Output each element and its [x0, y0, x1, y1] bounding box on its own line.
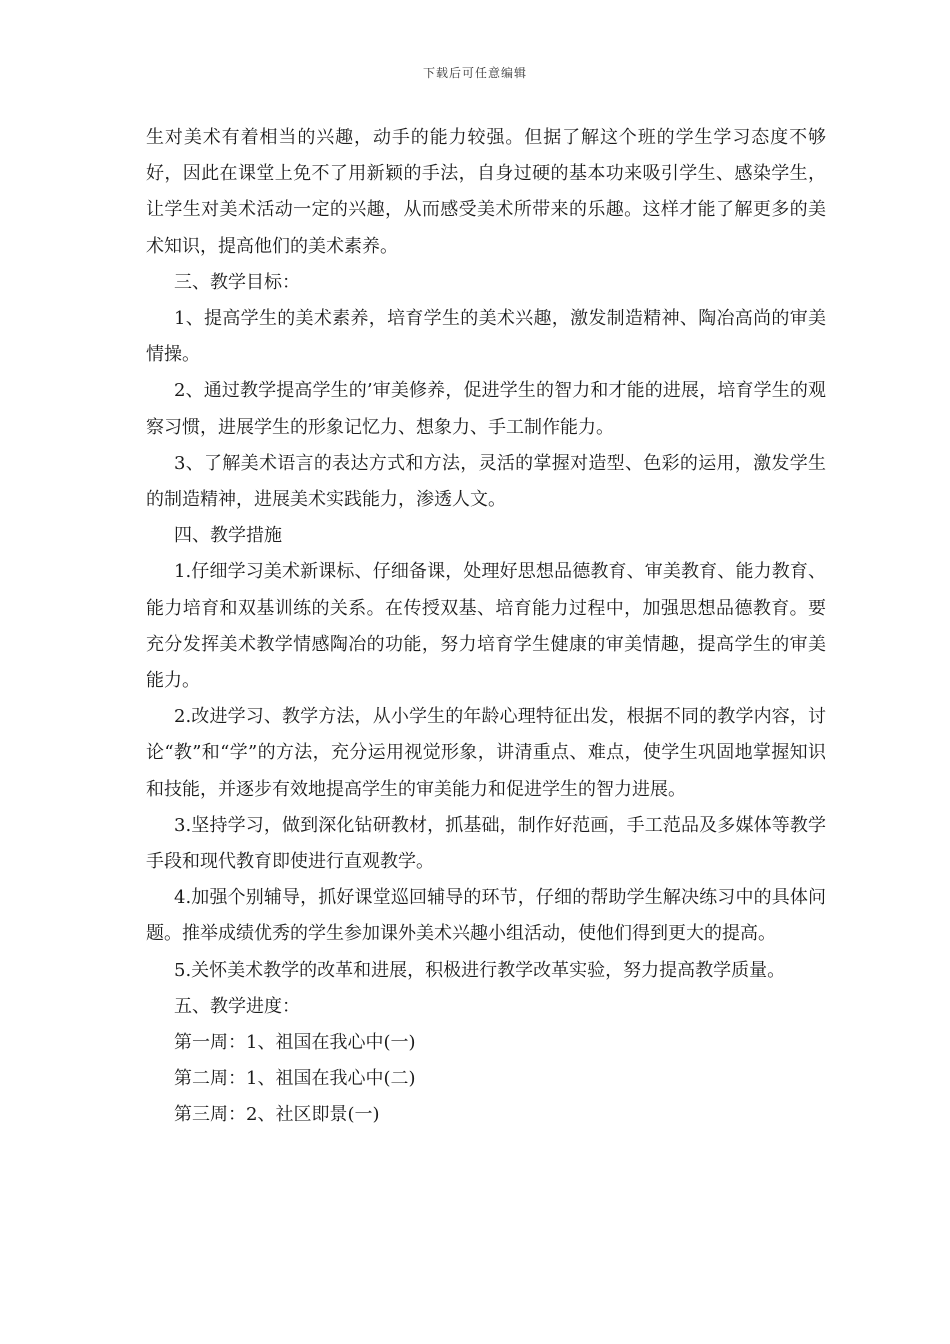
goal-item-2: 2、通过教学提高学生的’审美修养，促进学生的智力和才能的进展，培育学生的观察习惯，进展学生的形象记忆力、想象力、手工制作能力。	[146, 380, 826, 438]
section-heading-teaching-goals: 三、教学目标：	[174, 271, 300, 293]
schedule-week-1: 第一周：1、祖国在我心中(一)	[174, 1032, 416, 1054]
goal-item-1: 1、提高学生的美术素养，培育学生的美术兴趣，激发制造精神、陶冶高尚的审美情操。	[146, 308, 826, 366]
document-body	[146, 120, 826, 1134]
page-header-note: 下载后可任意编辑	[422, 66, 527, 80]
measure-item-2: 2.改进学习、教学方法，从小学生的年龄心理特征出发，根据不同的教学内容，讨论“教”和“学”的方法，充分运用视觉形象，讲清重点、难点，使学生巩固地掌握知识和技能，并逐步有效地提高学生的审美能力和促进学生的智力进展。	[146, 706, 826, 800]
section-heading-teaching-measures: 四、教学措施	[174, 525, 282, 547]
measure-item-3: 3.坚持学习，做到深化钻研教材，抓基础，制作好范画，手工范品及多媒体等教学手段和现代教育即使进行直观教学。	[146, 814, 826, 873]
goal-item-3: 3、了解美术语言的表达方式和方法，灵活的掌握对造型、色彩的运用，激发学生的制造精神，进展美术实践能力，渗透人文。	[146, 452, 826, 511]
schedule-week-2: 第二周：1、祖国在我心中(二)	[174, 1068, 416, 1090]
schedule-week-3: 第三周：2、社区即景(一)	[174, 1104, 380, 1126]
measure-item-1: 1.仔细学习美术新课标、仔细备课，处理好思想品德教育、审美教育、能力教育、能力培育和双基训练的关系。在传授双基、培育能力过程中，加强思想品德教育。要充分发挥美术教学情感陶冶的功能，努力培育学生健康的审美情趣，提高学生的审美能力。	[146, 561, 826, 692]
measure-item-5: 5.关怀美术教学的改革和进展，积极进行教学改革实验，努力提高教学质量。	[174, 959, 786, 981]
measure-item-4: 4.加强个别辅导，抓好课堂巡回辅导的环节，仔细的帮助学生解决练习中的具体问题。推举成绩优秀的学生参加课外美术兴趣小组活动，使他们得到更大的提高。	[146, 887, 826, 945]
intro-paragraph: 生对美术有着相当的兴趣，动手的能力较强。但据了解这个班的学生学习态度不够好，因此在课堂上免不了用新颖的手法，自身过硬的基本功来吸引学生、感染学生，让学生对美术活动一定的兴趣，从而感受美术所带来的乐趣。这样才能了解更多的美术知识，提高他们的美术素养。	[146, 127, 826, 257]
section-heading-teaching-schedule: 五、教学进度：	[174, 995, 300, 1017]
